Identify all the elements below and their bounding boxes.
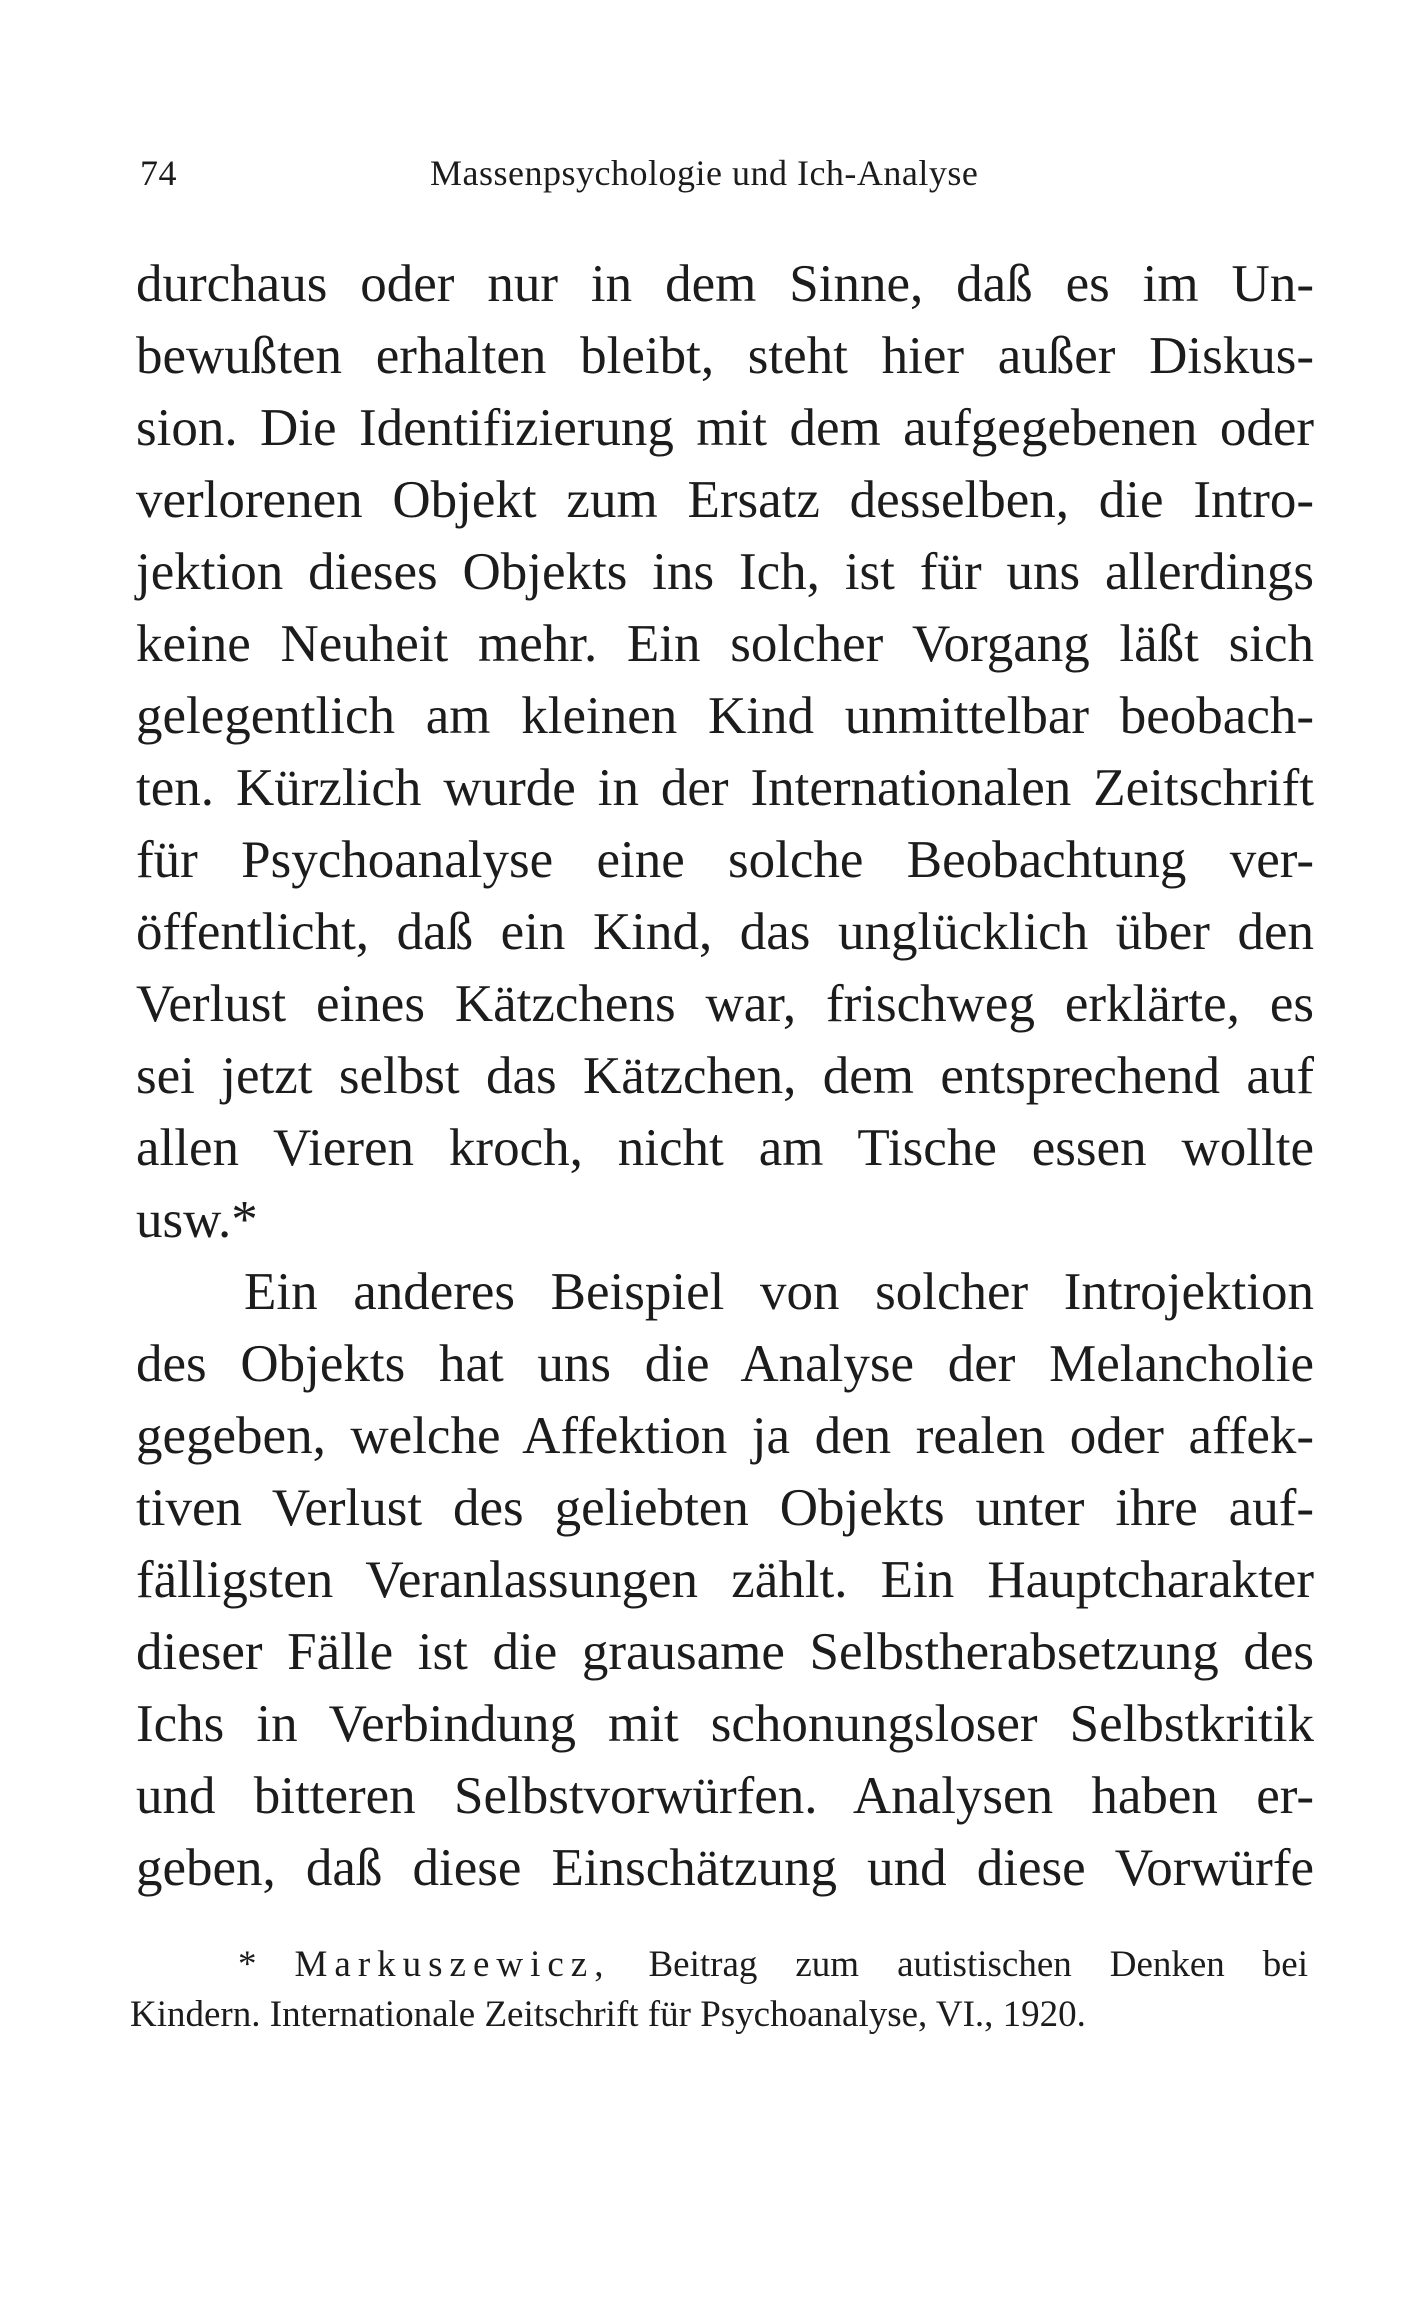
text-line: sion. Die Identifizierung mit dem aufgegebenen oder (136, 399, 1314, 457)
text-line: des Objekts hat uns die Analyse der Melancholie (136, 1335, 1314, 1393)
text-line: bewußten erhalten bleibt, steht hier außer Diskus- (136, 327, 1314, 385)
footnote-line-1 (130, 1940, 1308, 1990)
text-line: durchaus oder nur in dem Sinne, daß es im Un- (136, 255, 1314, 313)
text-line: gelegentlich am kleinen Kind unmittelbar beobach- (136, 687, 1314, 745)
footnote-author: Markuszewicz, (294, 1944, 611, 1985)
text-line: jektion dieses Objekts ins Ich, ist für uns allerdings (136, 543, 1314, 601)
text-line: Ichs in Verbindung mit schonungsloser Selbstkritik (136, 1695, 1314, 1753)
text-line: dieser Fälle ist die grausame Selbstherabsetzung des (136, 1623, 1314, 1681)
text-line: geben, daß diese Einschätzung und diese Vorwürfe (136, 1839, 1314, 1897)
footnote-marker: * (238, 1944, 295, 1985)
text-line: und bitteren Selbstvorwürfen. Analysen haben er- (136, 1767, 1314, 1825)
text-line: allen Vieren kroch, nicht am Tische essen wollte (136, 1119, 1314, 1177)
footnote (130, 1940, 1308, 2040)
text-line: fälligsten Veranlassungen zählt. Ein Hauptcharakter (136, 1551, 1314, 1609)
text-line: öffentlicht, daß ein Kind, das unglücklich über den (136, 903, 1314, 961)
text-line: gegeben, welche Affektion ja den realen oder affek- (136, 1407, 1314, 1465)
footnote-citation: Beitrag zum autistischen Denken bei (610, 1944, 1309, 1985)
text-line: usw.* (136, 1191, 258, 1249)
page-number: 74 (140, 153, 177, 193)
footnote-line-2: Kindern. Internationale Zeitschrift für Psychoanalyse, VI., 1920. (130, 1994, 1086, 2035)
text-line: Verlust eines Kätzchens war, frischweg erklärte, es (136, 975, 1314, 1033)
running-head (140, 148, 1300, 198)
running-title: Massenpsychologie und Ich-Analyse (430, 153, 979, 193)
text-line: tiven Verlust des geliebten Objekts unter ihre auf- (136, 1479, 1314, 1537)
text-line: Ein anderes Beispiel von solcher Introjektion (244, 1263, 1314, 1321)
text-line: verlorenen Objekt zum Ersatz desselben, die Intro- (136, 471, 1314, 529)
text-line: keine Neuheit mehr. Ein solcher Vorgang läßt sich (136, 615, 1314, 673)
text-line: für Psychoanalyse eine solche Beobachtung ver- (136, 831, 1314, 889)
text-line: ten. Kürzlich wurde in der Internationalen Zeitschrift (136, 759, 1314, 817)
body-text (136, 248, 1314, 1904)
text-line: sei jetzt selbst das Kätzchen, dem entsprechend auf (136, 1047, 1314, 1105)
